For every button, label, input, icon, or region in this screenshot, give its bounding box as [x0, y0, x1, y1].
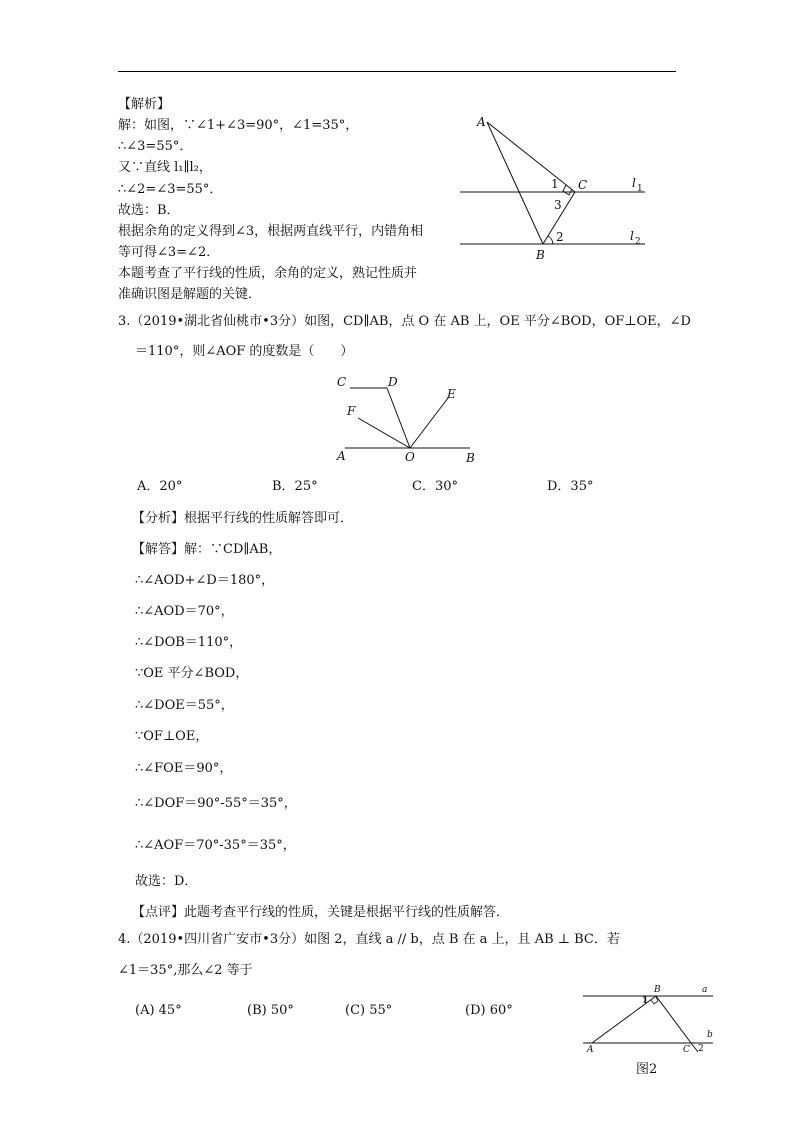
q3-option-d: D．35° [547, 479, 594, 494]
q4-option-b: (B) 50° [247, 1003, 294, 1018]
q3-analysis: 【分析】根据平行线的性质解答即可． [132, 511, 354, 526]
p2-label-l2-sub: 2 [635, 237, 641, 247]
q3-figure [330, 370, 490, 465]
p2-label-l1: l [632, 176, 636, 190]
p2-line-4: ∴∠2=∠3=55°． [118, 182, 223, 197]
q3-step-3: ∴∠DOB＝110°， [135, 635, 243, 650]
q4-option-c: (C) 55° [345, 1003, 393, 1018]
p2-label-B: B [536, 248, 545, 262]
angle-2-arc [548, 236, 553, 244]
q4-option-a: (A) 45° [135, 1003, 182, 1018]
p2-line-6: 根据余角的定义得到∠3，根据两直线平行，内错角相 [118, 224, 424, 239]
q4-label-1: 1 [642, 996, 649, 1006]
p2-line-1: 解：如图，∵∠1+∠3=90°，∠1=35°， [118, 118, 359, 133]
q4-figure-caption: 图2 [636, 1062, 658, 1077]
q3-step-1: ∴∠AOD+∠D＝180°， [135, 573, 275, 588]
q4-label-2: 2 [698, 1044, 704, 1054]
q4-label-b: b [707, 1030, 713, 1040]
right-angle-mark [651, 997, 658, 1004]
q3-step-10: 故选：D． [135, 874, 198, 889]
q4-label-a: a [702, 985, 708, 995]
q3-option-b: B．25° [272, 479, 318, 494]
q3-step-2: ∴∠AOD＝70°， [135, 604, 234, 619]
ray-OD [387, 388, 410, 448]
segment-AC [487, 122, 575, 192]
q3-step-8: ∴∠DOF＝90°-55°＝35°， [135, 796, 297, 811]
p2-figure [455, 112, 655, 262]
q4-label-B: B [654, 985, 661, 995]
p2-label-l1-sub: 1 [637, 184, 643, 194]
q4-option-d: (D) 60° [465, 1003, 513, 1018]
q4-figure [578, 980, 718, 1080]
q3-step-9: ∴∠AOF＝70°-35°＝35°， [135, 838, 296, 853]
p2-line-9: 准确识图是解题的关键． [118, 287, 262, 302]
p2-label-2: 2 [556, 230, 564, 244]
q3-solution-head: 【解答】解：∵CD∥AB， [132, 542, 282, 557]
q3-label-B: B [466, 451, 475, 465]
q3-comment: 【点评】此题考查平行线的性质，关键是根据平行线的性质解答． [132, 905, 510, 920]
q3-option-c: C．30° [412, 479, 458, 494]
q3-label-C: C [337, 375, 347, 389]
p2-heading: 【解析】 [118, 97, 171, 112]
q3-option-a: A．20° [137, 479, 183, 494]
p2-line-3: 又∵直线 l₁∥l₂， [118, 160, 212, 175]
q3-label-D: D [388, 375, 398, 389]
p2-line-2: ∴∠3=55°． [118, 139, 193, 154]
q3-label-O: O [405, 450, 415, 464]
p2-label-C: C [578, 178, 588, 192]
q3-step-4: ∵OE 平分∠BOD， [135, 666, 249, 681]
p2-label-3: 3 [554, 198, 562, 212]
header-rule [118, 71, 676, 72]
p2-label-l2: l [630, 229, 634, 243]
q4-label-C: C [683, 1045, 690, 1055]
p2-label-1: 1 [551, 177, 559, 191]
q3-label-E: E [447, 387, 456, 401]
p2-line-8: 本题考查了平行线的性质，余角的定义，熟记性质并 [118, 266, 418, 281]
q3-label-A: A [337, 449, 346, 463]
ray-OE [410, 398, 448, 448]
q3-step-5: ∴∠DOE＝55°， [135, 698, 234, 713]
q4-stem-line-1: 4.（2019•四川省广安市•3分）如图 2，直线 a // b，点 B 在 a 上，且 AB ⊥ BC．若 [118, 932, 620, 947]
q3-stem-line-1: 3.（2019•湖北省仙桃市•3分）如图，CD∥AB，点 O 在 AB 上，OE 平分∠BOD，OF⊥OE，∠D [118, 314, 691, 329]
q3-label-F: F [347, 404, 356, 418]
q3-step-7: ∴∠FOE＝90°， [135, 761, 233, 776]
segment-BC [656, 996, 691, 1043]
q3-step-6: ∵OF⊥OE， [135, 729, 209, 744]
p2-line-7: 等可得∠3=∠2． [118, 245, 220, 260]
ray-OF [358, 418, 410, 448]
q4-stem-line-2: ∠1＝35°,那么∠2 等于 [118, 963, 253, 978]
line-bc-extension [691, 1043, 698, 1052]
q4-label-A: A [587, 1045, 594, 1055]
q3-stem-line-2: ＝110°，则∠AOF 的度数是（ ） [135, 344, 354, 359]
p2-label-A: A [477, 115, 486, 129]
p2-line-5: 故选：B． [118, 203, 180, 218]
segment-AB [487, 122, 543, 244]
